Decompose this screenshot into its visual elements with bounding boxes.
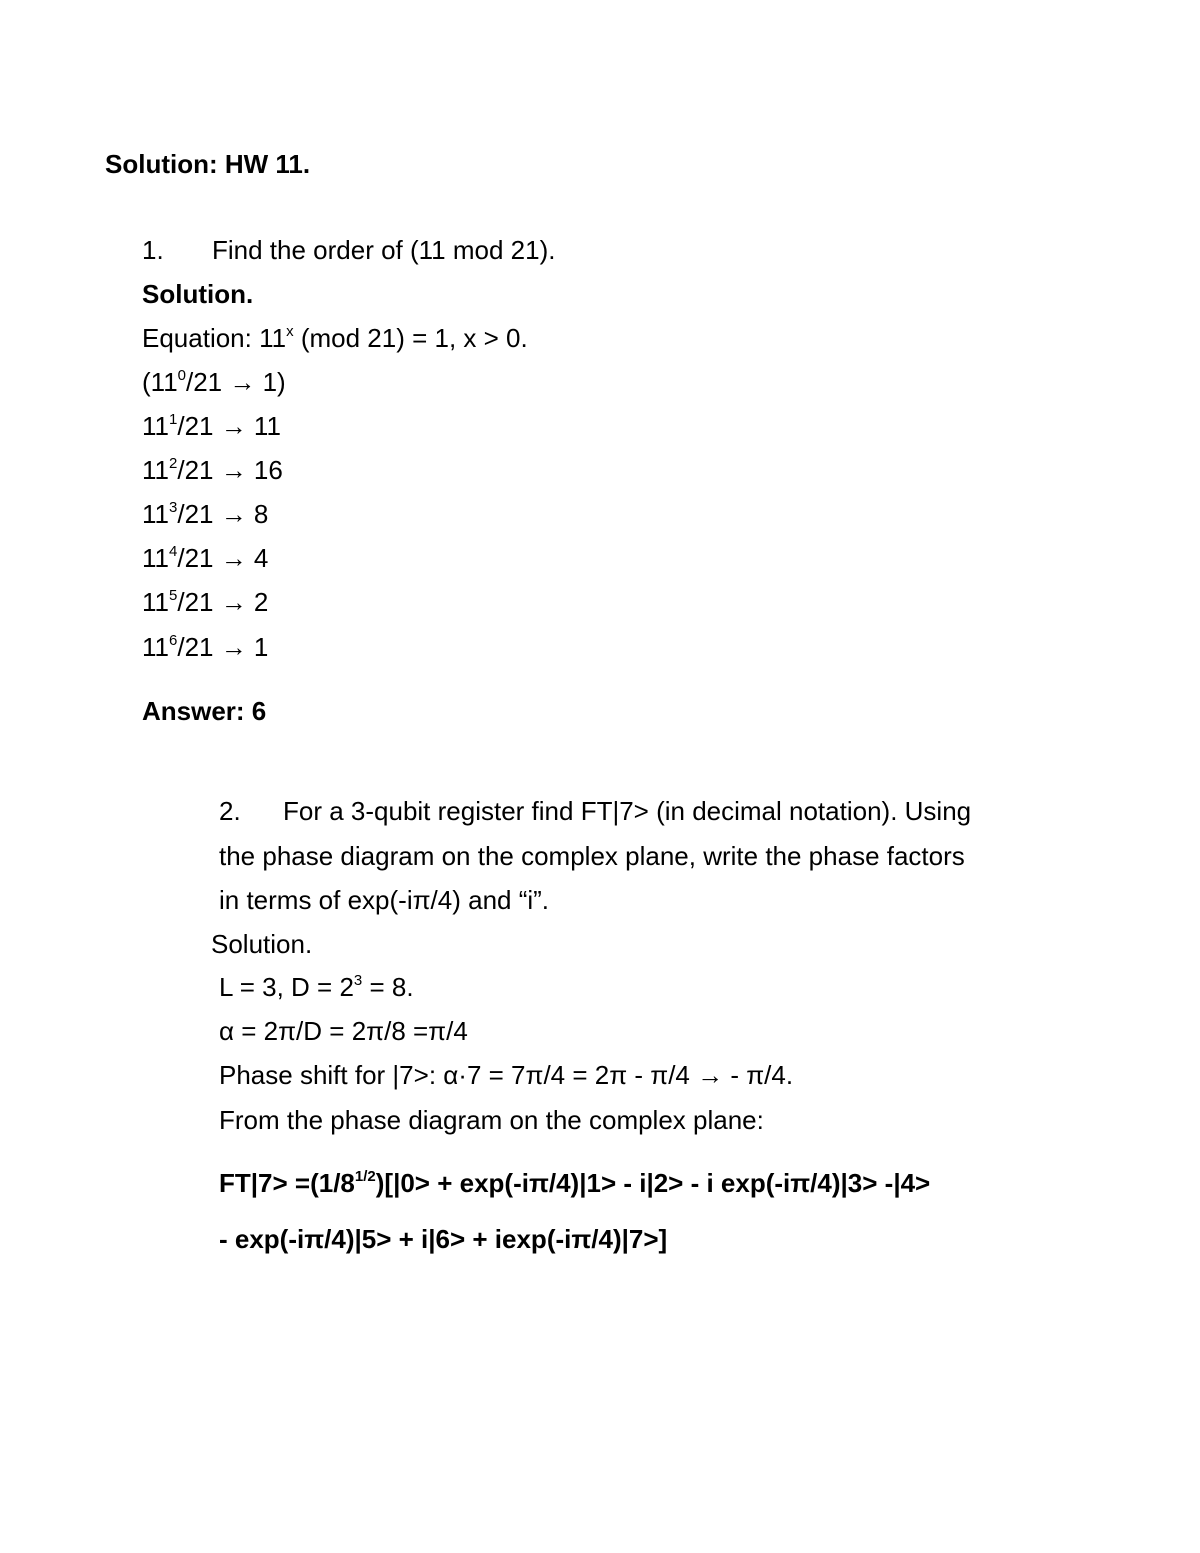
problem-1-step: $11^3/21 \to 8$ xyxy=(142,499,269,529)
document-title: Solution: HW 11. xyxy=(105,149,311,179)
problem-1-question: Find the order of (11 mod 21). xyxy=(212,235,556,265)
problem-2-question-line: in terms of exp(-iπ/4) and “i”. xyxy=(219,885,550,915)
problem-2-question-line: the phase diagram on the complex plane, write the phase factors xyxy=(219,841,965,871)
problem-1-step: $11^1/21 \to 11$ xyxy=(142,411,281,441)
problem-1-answer: Answer: 6 xyxy=(142,696,267,726)
problem-2-question-line: For a 3-qubit register find FT|7> (in decimal notation). Using xyxy=(283,796,972,826)
problem-2-ld-line: L = 3, $D = 2^3 = 8$. xyxy=(219,972,414,1002)
problem-2-ft-line-2: - exp(-iπ/4)|5> + i|6> + iexp(-iπ/4)|7>] xyxy=(219,1224,668,1254)
problem-2-diagram-line: From the phase diagram on the complex plane: xyxy=(219,1105,764,1135)
problem-2-ft-line-1: $FT|7> =(1/8^{1/2})[|0> + \exp(-i\pi/4)|1> - i|2> - i$ exp(-iπ/4)|3> -|4> xyxy=(219,1168,931,1198)
problem-1-number: 1. xyxy=(142,235,164,265)
problem-1-step: $(11^0/21 \to 1)$ xyxy=(142,367,286,397)
problem-1-step: $11^5/21 \to 2$ xyxy=(142,587,269,617)
problem-2-phase-shift-line: Phase shift for |7>: α·7 = 7π/4 = 2π - π/4 → - π/4. xyxy=(219,1060,794,1090)
problem-1-step: $11^4/21 \to 4$ xyxy=(142,543,269,573)
problem-1-step: $11^2/21 \to 16$ xyxy=(142,455,283,485)
problem-2-solution-label: Solution. xyxy=(211,929,313,959)
problem-1-solution-label: Solution. xyxy=(142,279,254,309)
problem-2-number: 2. xyxy=(219,796,241,826)
problem-1-step: $11^6/21 \to 1$ xyxy=(142,632,269,662)
problem-1-equation: Equation: 11$^x$ (mod 21) = 1, x > 0. xyxy=(142,323,528,353)
problem-2-alpha-line: α = 2π/D = 2π/8 =π/4 xyxy=(219,1016,468,1046)
